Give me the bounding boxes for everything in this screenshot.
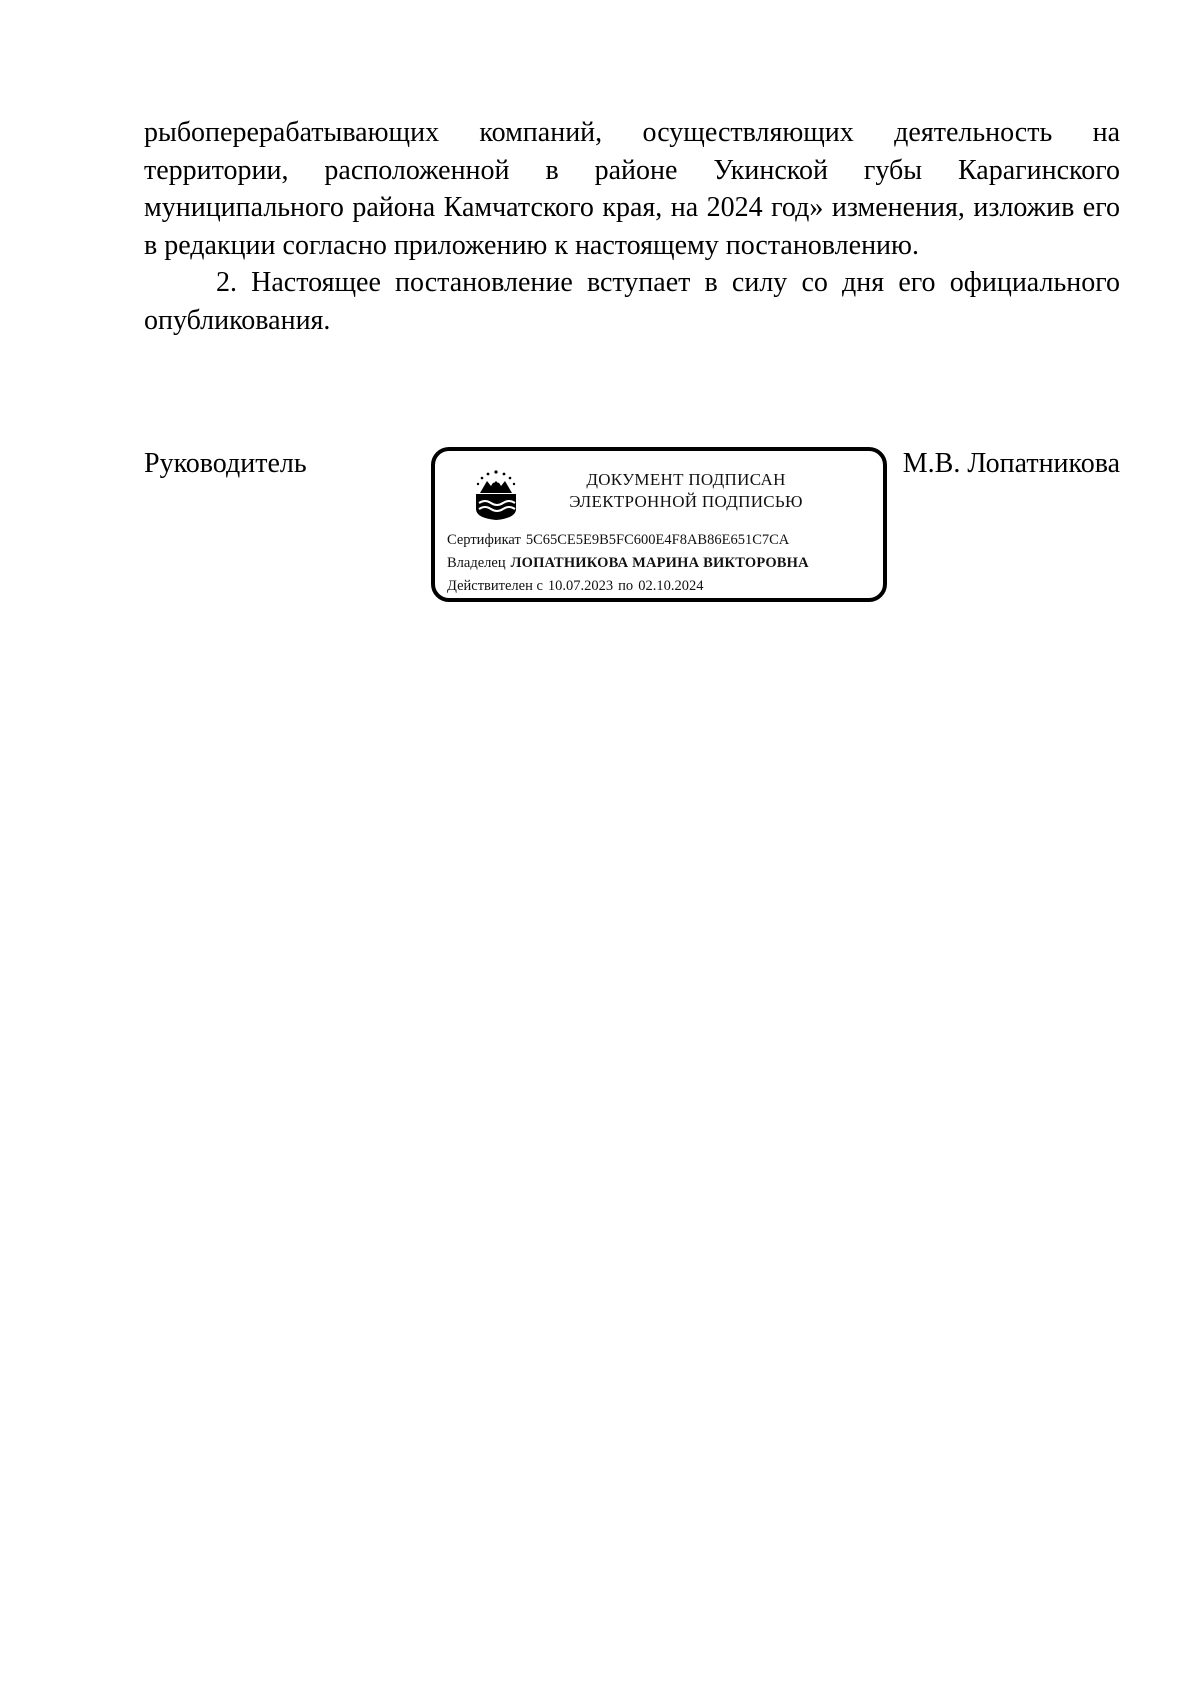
owner-label: Владелец: [447, 555, 506, 571]
stamp-heading-line: ДОКУМЕНТ ПОДПИСАН: [586, 470, 786, 489]
owner-value: ЛОПАТНИКОВА МАРИНА ВИКТОРОВНА: [510, 555, 809, 571]
text-line: муниципального района Камчатского края, на 2024 год» изменения, изложив его: [144, 192, 1120, 223]
coat-of-arms-icon: [471, 469, 521, 521]
certificate-row: [447, 529, 877, 552]
stamp-heading: [555, 469, 817, 513]
stamp-heading-line: ЭЛЕКТРОННОЙ ПОДПИСЬЮ: [569, 492, 803, 511]
validity-row: [447, 575, 877, 598]
certificate-label: Сертификат: [447, 532, 521, 548]
valid-to: 02.10.2024: [638, 578, 704, 594]
signatory-title: Руководитель: [144, 448, 307, 479]
signatory-name: М.В. Лопатникова: [902, 448, 1120, 479]
paragraph-1: [144, 114, 1120, 264]
text-line: в редакции согласно приложению к настоящему постановлению.: [144, 229, 919, 261]
valid-from: 10.07.2023: [547, 578, 614, 594]
owner-row: [447, 552, 877, 575]
valid-label: Действителен с: [447, 578, 543, 594]
text-line: 2. Настоящее постановление вступает в силу со дня его официального: [216, 267, 1120, 298]
valid-to-label: по: [618, 578, 634, 594]
electronic-signature-stamp: [431, 447, 887, 602]
text-line: территории, расположенной в районе Укинской губы Карагинского: [144, 154, 1120, 186]
stamp-details: [447, 529, 877, 598]
text-line: опубликования.: [144, 304, 331, 336]
document-body: [144, 114, 1120, 339]
certificate-value: 5C65CE5E9B5FC600E4F8AB86E651C7CA: [525, 532, 790, 548]
text-line: рыбоперерабатывающих компаний, осуществляющих деятельность на: [144, 117, 1120, 148]
paragraph-2: [144, 264, 1120, 339]
